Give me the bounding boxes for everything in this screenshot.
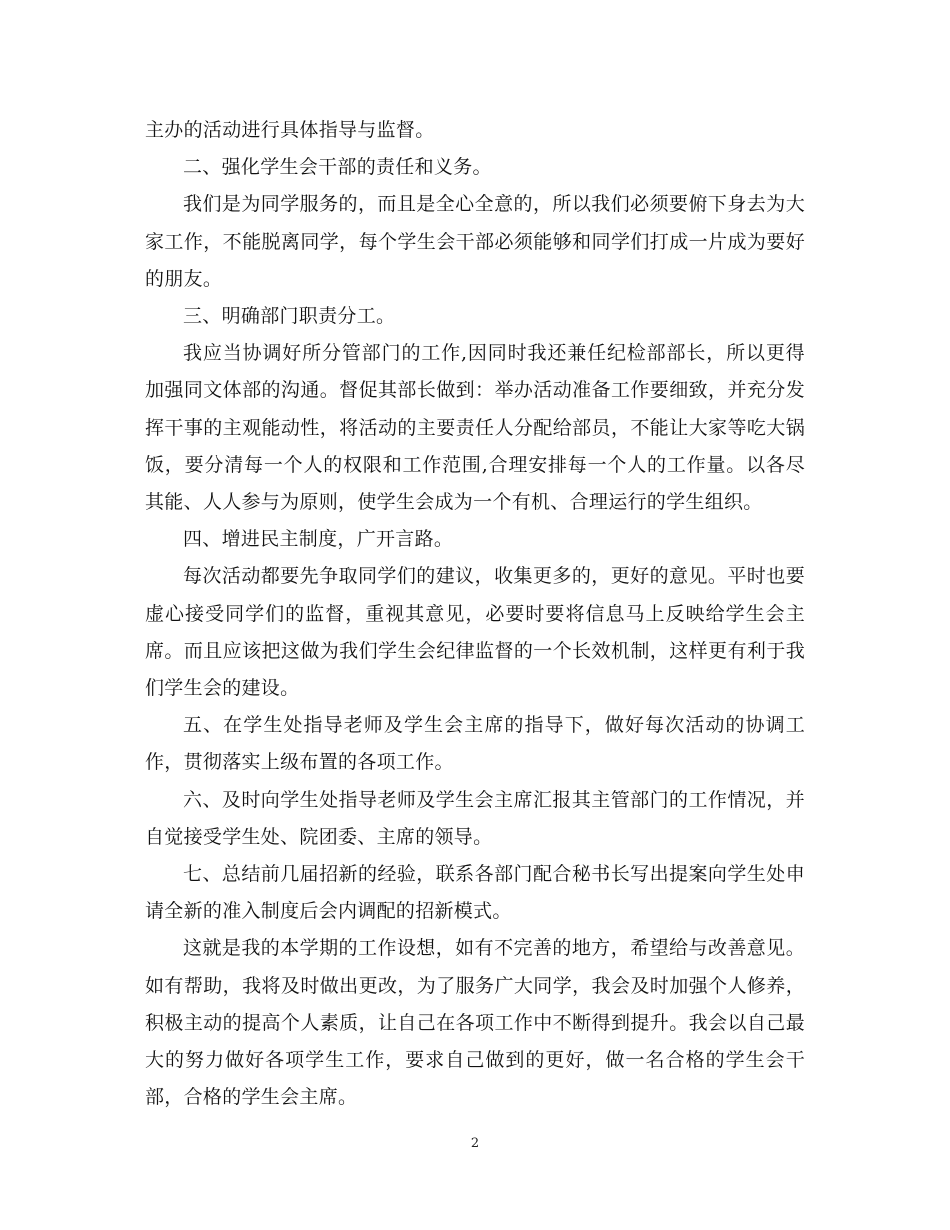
paragraph: 五、在学生处指导老师及学生会主席的指导下，做好每次活动的协调工作，贯彻落实上级布置的各项工作。 [145, 714, 805, 774]
paragraph: 三、明确部门职责分工。 [183, 305, 396, 328]
paragraph: 四、增进民主制度，广开言路。 [183, 528, 454, 551]
paragraph: 这就是我的本学期的工作设想，如有不完善的地方，希望给与改善意见。如有帮助，我将及时做出更改，为了服务广大同学，我会及时加强个人修养，积极主动的提高个人素质，让自己在各项工作中不断得到提升。我会以自己最大的努力做好各项学生工作，要求自己做到的更好，做一名合格的学生会干部，合格的学生会主席。 [145, 937, 805, 1109]
paragraph: 每次活动都要先争取同学们的建议，收集更多的，更好的意见。平时也要虚心接受同学们的监督，重视其意见，必要时要将信息马上反映给学生会主席。而且应该把这做为我们学生会纪律监督的一个长效机制，这样更有利于我们学生会的建设。 [145, 565, 805, 700]
paragraph: 我应当协调好所分管部门的工作,因同时我还兼任纪检部部长，所以更得加强同文体部的沟通。督促其部长做到：举办活动准备工作要细致，并充分发挥干事的主观能动性，将活动的主要责任人分配给部员，不能让大家等吃大锅饭，要分清每一个人的权限和工作范围,合理安排每一个人的工作量。以各尽其能、人人参与为原则，使学生会成为一个有机、合理运行的学生组织。 [145, 342, 805, 514]
document-body [145, 112, 805, 1116]
paragraph: 主办的活动进行具体指导与监督。 [145, 119, 435, 141]
paragraph: 二、强化学生会干部的责任和义务。 [183, 156, 492, 179]
paragraph: 六、及时向学生处指导老师及学生会主席汇报其主管部门的工作情况，并自觉接受学生处、院团委、主席的领导。 [145, 788, 805, 848]
paragraph: 我们是为同学服务的，而且是全心全意的，所以我们必须要俯下身去为大家工作，不能脱离同学，每个学生会干部必须能够和同学们打成一片成为要好的朋友。 [145, 193, 805, 290]
page-number: 2 [470, 1136, 480, 1151]
paragraph: 七、总结前几届招新的经验，联系各部门配合秘书长写出提案向学生处申请全新的准入制度后会内调配的招新模式。 [145, 863, 805, 923]
